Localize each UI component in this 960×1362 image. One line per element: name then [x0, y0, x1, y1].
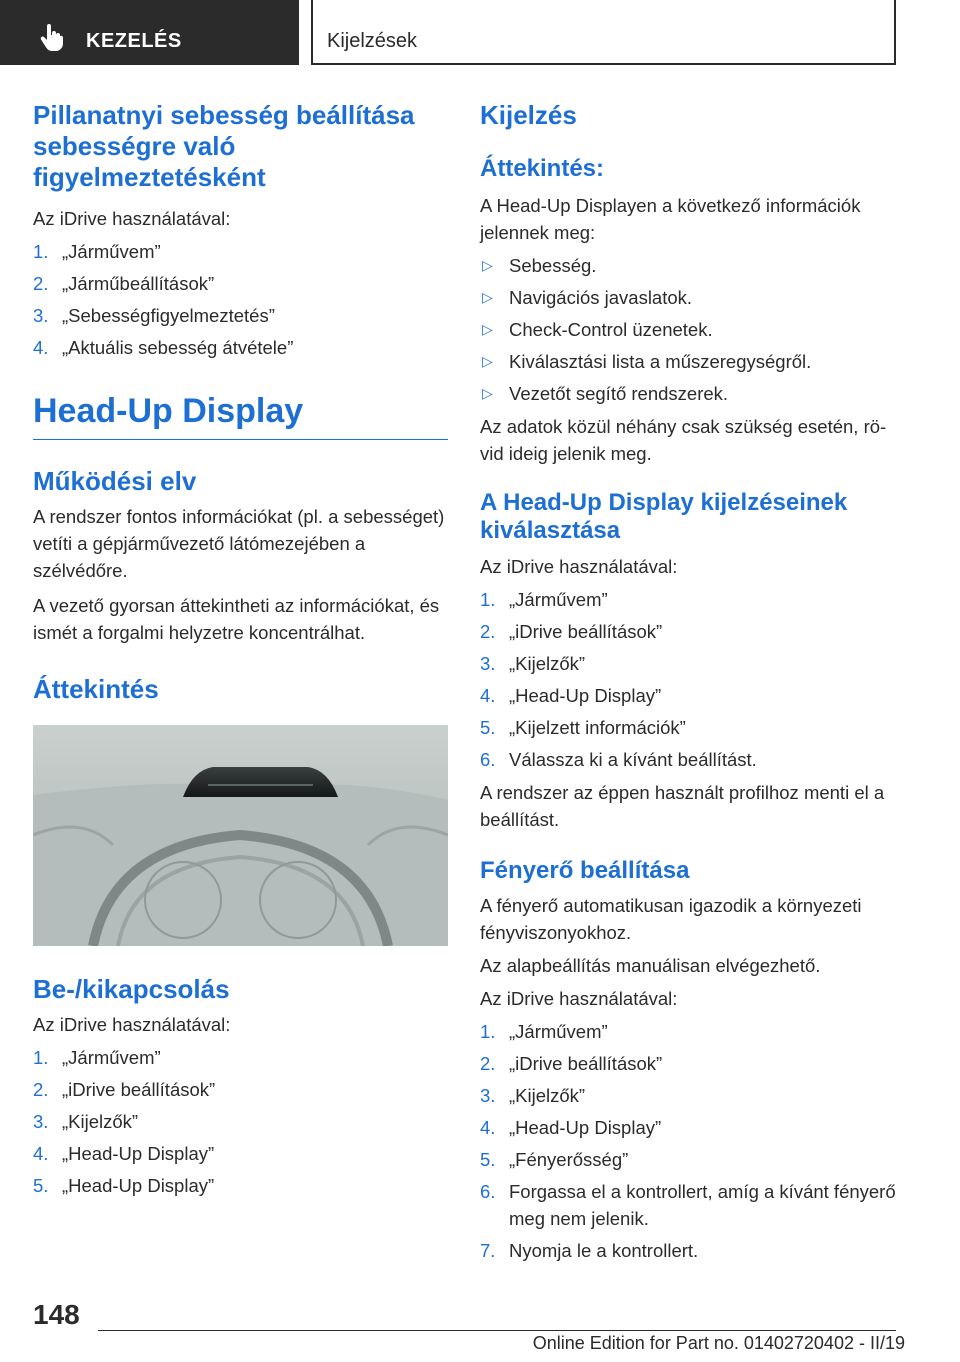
- display-title: Kijelzés: [480, 100, 577, 130]
- select-intro: Az iDrive használatával:: [480, 556, 678, 577]
- list-item: 1. „Járművem”: [480, 1021, 608, 1042]
- list-item: 4. „Head-Up Display”: [480, 1117, 662, 1138]
- select-note: A rendszer az éppen használt profilhoz menti el a beállítást.: [480, 782, 885, 830]
- brightness-title: Fényerő beállítása: [480, 857, 690, 884]
- list-item: 3. „Kijelzők”: [33, 1111, 139, 1132]
- edition-note: Online Edition for Part no. 01402720402 - II/19: [532, 1333, 905, 1353]
- hud-chapter-title: Head-Up Display: [33, 391, 448, 440]
- triangle-bullet-icon: ▷: [482, 353, 493, 369]
- list-item: ▷ Sebesség.: [480, 252, 900, 279]
- list-item: ▷ Navigációs javaslatok.: [480, 284, 900, 311]
- list-item: 2. „iDrive beállítások”: [33, 1079, 216, 1100]
- brightness-steps: [480, 1018, 900, 1264]
- list-item: 4. „Head-Up Display”: [480, 685, 662, 706]
- list-item: 5. „Fényerősség”: [480, 1149, 629, 1170]
- list-item: 6. Válassza ki a kívánt beállítást.: [480, 749, 757, 770]
- principle-text-2: A vezető gyorsan áttekintheti az információkat, és ismét a forgalmi helyzetre koncentrálhat.: [33, 595, 440, 643]
- section-tab: [0, 0, 299, 65]
- left-column: [33, 100, 448, 1199]
- speed-warning-intro: Az iDrive használatával:: [33, 208, 231, 229]
- footer-divider: [98, 1330, 896, 1331]
- list-item: ▷ Vezetőt segítő rendszerek.: [480, 380, 900, 407]
- list-item: 1. „Járművem”: [33, 1047, 161, 1068]
- list-item: ▷ Kiválasztási lista a műszeregységről.: [480, 348, 900, 375]
- overview-subtitle: Áttekintés:: [480, 155, 605, 182]
- list-item: ▷ Check-Control üzenetek.: [480, 316, 900, 343]
- select-steps: [480, 586, 900, 773]
- overview-list: [480, 252, 900, 407]
- triangle-bullet-icon: ▷: [482, 257, 493, 273]
- principle-text-1: A rendszer fontos információkat (pl. a sebességet) vetíti a gépjárművezető látómezejében a szélvédőre.: [33, 506, 445, 581]
- onoff-title: Be-/kikapcsolás: [33, 974, 230, 1004]
- list-item: 7. Nyomja le a kontrollert.: [480, 1240, 699, 1261]
- onoff-steps: [33, 1044, 448, 1199]
- select-title: A Head-Up Display kijelzéseinek kiválasztása: [480, 489, 848, 544]
- chapter-label: Kijelzések: [327, 30, 418, 52]
- list-item: 1. „Járművem”: [33, 241, 161, 262]
- hud-dashboard-photo: [33, 725, 448, 946]
- list-item: 5. „Kijelzett információk”: [480, 717, 686, 738]
- hand-pointer-icon: [38, 24, 64, 52]
- page-number: 148: [33, 1299, 80, 1330]
- triangle-bullet-icon: ▷: [482, 385, 493, 401]
- speed-warning-title: Pillanatnyi sebesség beállítása sebességre való figyelmeztetésként: [33, 100, 415, 192]
- chapter-header: [311, 0, 896, 65]
- brightness-text-2: Az alapbeállítás manuálisan elvégezhető.: [480, 955, 821, 976]
- right-column: [480, 100, 900, 1264]
- list-item: 3. „Kijelzők”: [480, 1085, 586, 1106]
- list-item: 6. Forgassa el a kontrollert, amíg a kívánt fényerő meg nem jelenik.: [480, 1181, 896, 1229]
- brightness-intro: Az iDrive használatával:: [480, 988, 678, 1009]
- principle-title: Működési elv: [33, 466, 197, 496]
- overview-title: Áttekintés: [33, 674, 159, 704]
- list-item: 2. „iDrive beállítások”: [480, 621, 663, 642]
- overview-note: Az adatok közül néhány csak szükség esetén, rövid ideig jelenik meg.: [480, 416, 887, 464]
- list-item: 2. „iDrive beállítások”: [480, 1053, 663, 1074]
- list-item: 1. „Járművem”: [480, 589, 608, 610]
- triangle-bullet-icon: ▷: [482, 289, 493, 305]
- overview-intro: A Head-Up Displayen a következő információk jelennek meg:: [480, 195, 861, 243]
- dashboard-illustration: [33, 725, 448, 946]
- section-label: KEZELÉS: [86, 30, 182, 52]
- triangle-bullet-icon: ▷: [482, 321, 493, 337]
- list-item: 3. „Sebességfigyelmeztetés”: [33, 305, 275, 326]
- list-item: 2. „Járműbeállítások”: [33, 273, 215, 294]
- list-item: 5. „Head-Up Display”: [33, 1175, 215, 1196]
- speed-warning-steps: [33, 238, 448, 361]
- list-item: 4. „Aktuális sebesség átvétele”: [33, 337, 294, 358]
- onoff-intro: Az iDrive használatával:: [33, 1014, 231, 1035]
- list-item: 3. „Kijelzők”: [480, 653, 586, 674]
- brightness-text-1: A fényerő automatikusan igazodik a környezeti fényviszonyokhoz.: [480, 895, 862, 943]
- list-item: 4. „Head-Up Display”: [33, 1143, 215, 1164]
